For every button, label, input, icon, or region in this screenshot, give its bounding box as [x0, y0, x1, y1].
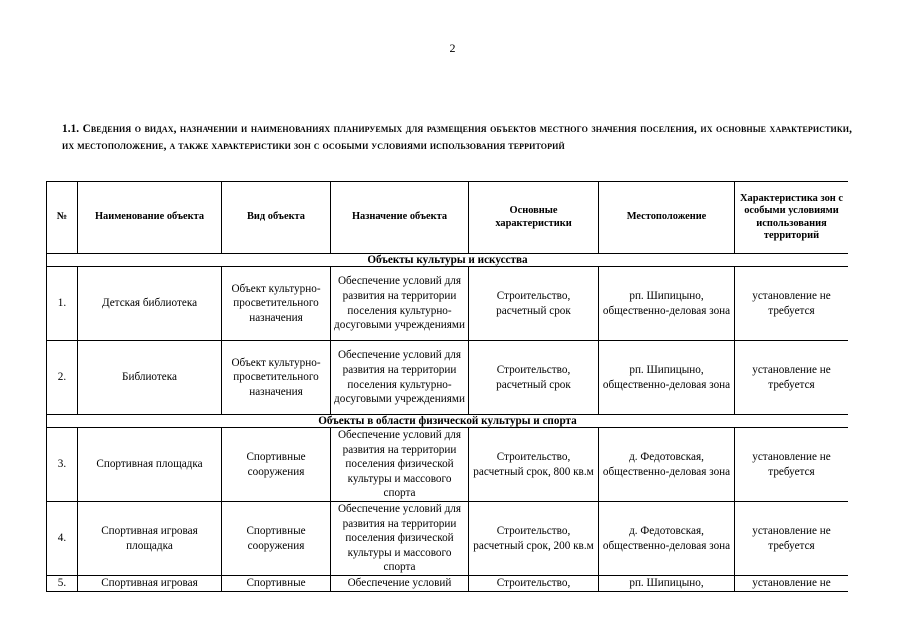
cell-zones: установление не требуется — [735, 341, 849, 415]
cell-location: д. Федотовская, общественно-деловая зона — [599, 502, 735, 576]
cell-number: 3. — [47, 428, 78, 502]
cell-kind: Объект культурно-просветительного назначения — [222, 267, 331, 341]
cell-number: 1. — [47, 267, 78, 341]
cell-kind: Спортивные — [222, 576, 331, 592]
column-header-number: № — [47, 182, 78, 254]
cell-name: Библиотека — [78, 341, 222, 415]
cell-purpose: Обеспечение условий для развития на территории поселения культурно-досуговыми учреждениями — [331, 341, 469, 415]
cell-number: 2. — [47, 341, 78, 415]
cell-purpose: Обеспечение условий для развития на территории поселения физической культуры и массового спорта — [331, 428, 469, 502]
cell-characteristics: Строительство, расчетный срок, 200 кв.м — [469, 502, 599, 576]
cell-zones: установление не — [735, 576, 849, 592]
cell-purpose: Обеспечение условий для развития на территории поселения культурно-досуговыми учреждениями — [331, 267, 469, 341]
cell-number: 4. — [47, 502, 78, 576]
column-header-zones: Характеристика зон с особыми условиями использования территорий — [735, 182, 849, 254]
table-row — [47, 267, 849, 341]
cell-location: рп. Шипицыно, — [599, 576, 735, 592]
column-header-name: Наименование объекта — [78, 182, 222, 254]
objects-table — [46, 181, 848, 592]
cell-location: рп. Шипицыно, общественно-деловая зона — [599, 267, 735, 341]
section-row-sports — [47, 415, 849, 428]
cell-name: Детская библиотека — [78, 267, 222, 341]
table-row — [47, 428, 849, 502]
column-header-location: Местоположение — [599, 182, 735, 254]
cell-name: Спортивная площадка — [78, 428, 222, 502]
cell-number: 5. — [47, 576, 78, 592]
cell-characteristics: Строительство, расчетный срок, 800 кв.м — [469, 428, 599, 502]
column-header-characteristics: Основные характеристики — [469, 182, 599, 254]
cell-purpose: Обеспечение условий — [331, 576, 469, 592]
section-number: 1.1. — [62, 123, 80, 135]
cell-characteristics: Строительство, расчетный срок — [469, 341, 599, 415]
table-row — [47, 341, 849, 415]
table-row — [47, 502, 849, 576]
cell-characteristics: Строительство, расчетный срок — [469, 267, 599, 341]
table-header-row — [47, 182, 849, 254]
section-title: Сведения о видах, назначении и наименованиях планируемых для размещения объектов местного значения поселения, их основные характеристики, их местоположение, а также характеристики зон с особыми условиями использования территорий — [62, 123, 852, 152]
cell-location: рп. Шипицыно, общественно-деловая зона — [599, 341, 735, 415]
section-heading — [62, 121, 852, 155]
page-number: 2 — [449, 41, 456, 55]
cell-kind: Спортивные сооружения — [222, 428, 331, 502]
objects-table-container — [46, 181, 848, 598]
cell-name: Спортивная игровая площадка — [78, 502, 222, 576]
cell-zones: установление не требуется — [735, 428, 849, 502]
cell-purpose: Обеспечение условий для развития на территории поселения физической культуры и массового спорта — [331, 502, 469, 576]
cell-name: Спортивная игровая — [78, 576, 222, 592]
column-header-kind: Вид объекта — [222, 182, 331, 254]
cell-kind: Объект культурно-просветительного назначения — [222, 341, 331, 415]
cell-zones: установление не требуется — [735, 267, 849, 341]
cell-zones: установление не требуется — [735, 502, 849, 576]
section-row-culture — [47, 254, 849, 267]
column-header-purpose: Назначение объекта — [331, 182, 469, 254]
section-title-culture: Объекты культуры и искусства — [47, 254, 849, 267]
cell-kind: Спортивные сооружения — [222, 502, 331, 576]
table-row — [47, 576, 849, 592]
section-title-sports: Объекты в области физической культуры и спорта — [47, 415, 849, 428]
cell-location: д. Федотовская, общественно-деловая зона — [599, 428, 735, 502]
cell-characteristics: Строительство, — [469, 576, 599, 592]
